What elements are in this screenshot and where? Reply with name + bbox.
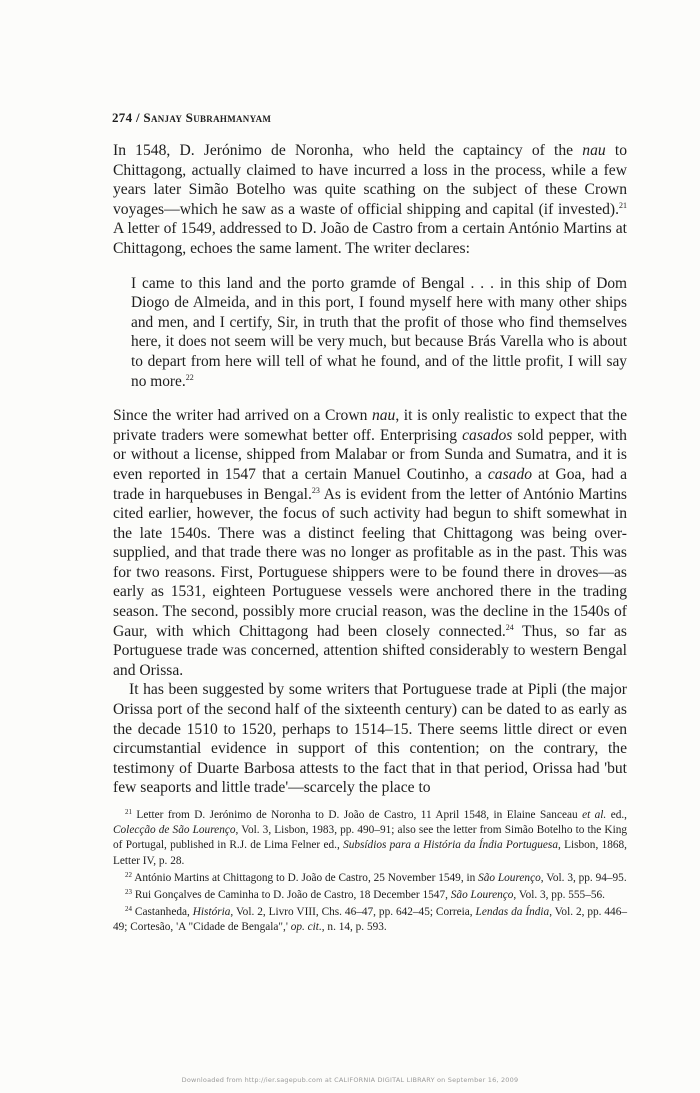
footnote-ref: 21 (619, 200, 627, 210)
text-run: , n. 14, p. 593. (321, 921, 387, 934)
footnotes (113, 808, 627, 936)
text-run: Castanheda, (132, 906, 193, 919)
footnote-ref: 22 (185, 372, 194, 382)
paragraph-1 (113, 141, 627, 259)
paragraph-2 (113, 406, 627, 680)
text-run: , Vol. 3, Lisbon, 1983, pp. 490–91; also see the letter from Simão Botelho to the King of Portugal, published in R.J. de Lima Felner ed., (113, 824, 628, 852)
italic-term: Lendas da Índia (475, 906, 550, 919)
text-run: A letter of 1549, addressed to D. João de Castro from a certain António Martins at Chittagong, echoes the same lament. The writer declares: (113, 220, 627, 257)
footnote-number: 22 (125, 870, 132, 879)
italic-term: casados (462, 426, 513, 444)
quote-text: I came to this land and the porto gramde of Bengal . . . in this ship of Dom Diogo de Almeida, and in this port, I found myself here with many other ships and men, and I certify, Sir, in truth that the profit of those who find themselves here, it does not seem will be very much, but because Brás Varella who is about to depart from here will tell of what he found, and of the little profit, I will say no more. (131, 274, 627, 390)
italic-term: et al. (582, 809, 607, 821)
text-run: Since the writer had arrived on a Crown (113, 407, 372, 425)
main-text (113, 141, 627, 938)
text-run: , Vol. 3, pp. 555–56. (513, 889, 605, 902)
text-run: , Lisbon, 1868, Letter IV, p. 28. (113, 839, 627, 867)
text-run: António Martins at Chittagong to D. João de Castro, 25 November 1549, in (132, 871, 479, 884)
italic-term: Subsídios para a História da Índia Portuguesa (343, 839, 558, 852)
italic-term: nau (371, 407, 396, 425)
footnote-ref: 23 (311, 485, 320, 495)
italic-term: São Lourenço (450, 889, 514, 902)
author-name: Sanjay Subrahmanyam (143, 110, 272, 125)
header-separator: / (132, 110, 144, 125)
text-run: sold pepper, with or without a license, shipped from Malabar or from Sunda and Sumatra, and it is even reported in 1547 that a certain Manuel Coutinho, a (113, 426, 627, 483)
page-number: 274 (112, 110, 133, 125)
italic-term: nau (582, 142, 606, 159)
text-run: at Goa, had a trade in harquebuses in Bengal. (113, 465, 627, 503)
footnote-24 (113, 905, 627, 935)
paragraph-3: It has been suggested by some writers that Portuguese trade at Pipli (the major Orissa port of the second half of the sixteenth century) can be dated to as early as the decade 1510 to 1520, perhaps to 1514–15. There seems little direct or even circumstantial evidence in support of this contention; on the contrary, the testimony of Duarte Barbosa attests to the fact that in that period, Orissa had 'but few seaports and little trade'—scarcely the place to (113, 681, 627, 797)
footnote-22 (113, 871, 627, 886)
footnote-number: 24 (125, 905, 132, 914)
text-run: , Vol. 2, Livro VIII, Chs. 46–47, pp. 642–45; Correia, (230, 906, 476, 919)
text-run: to Chittagong, actually claimed to have incurred a loss in the process, while a few years later Simão Botelho was quite scathing on the subject of these Crown voyages—which he saw as a waste of official shipping and capital (if invested). (113, 142, 628, 218)
footnote-23 (113, 888, 627, 903)
download-footer: Downloaded from http://ier.sagepub.com at CALIFORNIA DIGITAL LIBRARY on September 16, 2009 (181, 1076, 519, 1084)
footnote-number: 21 (125, 808, 132, 816)
text-run: , Vol. 2, pp. 446–49; Cortesão, 'A "Cidade de Bengala",' (113, 906, 628, 934)
footnote-number: 23 (125, 888, 132, 897)
footnote-ref: 24 (505, 622, 514, 632)
italic-term: História (192, 906, 231, 919)
italic-term: São Lourenço (478, 871, 541, 884)
text-run: As is evident from the letter of António Martins cited earlier, however, the focus of such activity had begun to shift somewhat in the late 1540s. There was a distinct feeling that Chittagong was being over-supplied, and that trade there was no longer as profitable as in the past. This was for two reasons. First, Portuguese shippers were to be found there in droves—as early as 1531, eighteen Portuguese vessels were anchored there in the trading season. The second, possibly more crucial reason, was the decline in the 1540s of Gaur, with which Chittagong had been closely connected. (113, 485, 627, 640)
text-run: ed., (606, 809, 628, 821)
text-run: , Vol. 3, pp. 94–95. (540, 871, 627, 884)
text-run: Letter from D. Jerónimo de Noronha to D. João de Castro, 11 April 1548, in Elaine Sanceau (132, 809, 583, 821)
running-header (112, 110, 271, 126)
text-run: In 1548, D. Jerónimo de Noronha, who held the captaincy of the (113, 142, 583, 159)
text-run: Thus, so far as Portuguese trade was concerned, attention shifted considerably to western Bengal and Orissa. (113, 622, 627, 679)
italic-term: op. cit. (290, 921, 322, 934)
text-run: Rui Gonçalves de Caminha to D. João de Castro, 18 December 1547, (132, 889, 451, 902)
italic-term: casado (487, 465, 533, 483)
footnote-21 (113, 808, 627, 869)
text-run: , it is only realistic to expect that the private traders were somewhat better off. Enterprising (113, 407, 627, 444)
italic-term: Colecção de São Lourenço (113, 824, 236, 837)
block-quote (131, 274, 627, 392)
